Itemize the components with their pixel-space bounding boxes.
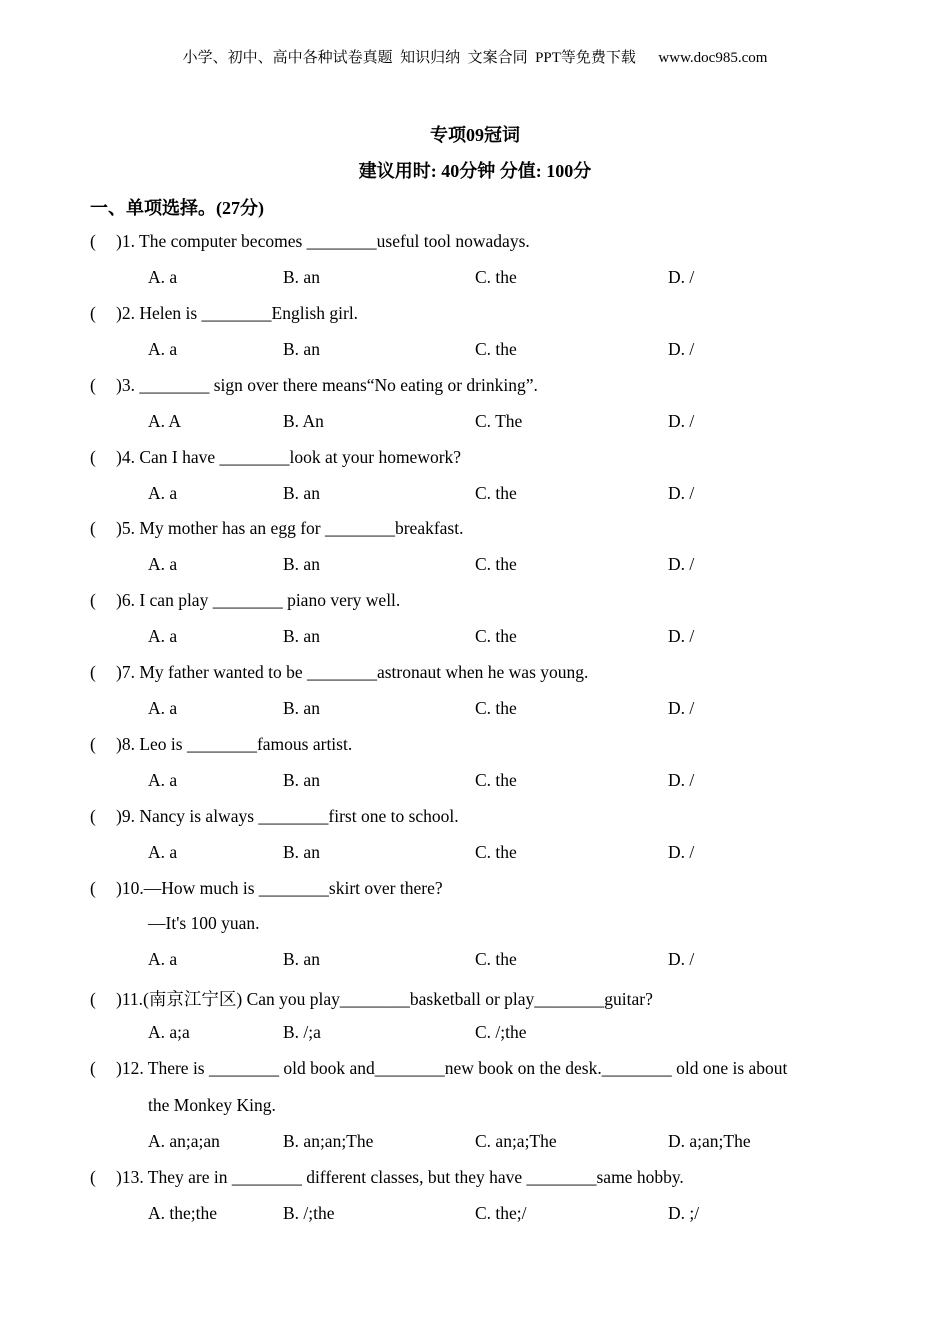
- option-b: B. /;a: [283, 1022, 321, 1042]
- question-6: [90, 590, 400, 611]
- question-text: )6. I can play ________ piano very well.: [116, 590, 401, 610]
- option-a: A. the;the: [148, 1203, 218, 1223]
- question-text: )11.(南京江宁区) Can you play________basketball or play________guitar?: [116, 989, 653, 1009]
- answer-blank: (: [90, 806, 96, 826]
- answer-blank: (: [90, 1167, 96, 1187]
- option-b: B. an: [283, 554, 320, 574]
- option-d: D. /: [668, 698, 695, 718]
- options-row: [148, 842, 868, 866]
- option-d: D. /: [668, 842, 695, 862]
- option-b: B. an: [283, 626, 320, 646]
- option-d: D. /: [668, 554, 695, 574]
- option-d: D. a;an;The: [668, 1131, 751, 1151]
- option-a: A. a: [148, 267, 178, 287]
- option-a: A. a: [148, 698, 178, 718]
- question-text: )13. They are in ________ different classes, but they have ________same hobby.: [116, 1167, 684, 1187]
- question-3: [90, 375, 538, 396]
- answer-blank: (: [90, 989, 96, 1009]
- options-row: [148, 1203, 868, 1227]
- question-text: )7. My father wanted to be ________astronaut when he was young.: [116, 662, 589, 682]
- question-10: [90, 878, 443, 899]
- question-text: )1. The computer becomes ________useful tool nowadays.: [116, 231, 530, 251]
- option-c: C. the: [475, 842, 517, 862]
- question-7: [90, 662, 588, 683]
- question-text: )9. Nancy is always ________first one to school.: [116, 806, 459, 826]
- option-a: A. a: [148, 842, 178, 862]
- options-row: [148, 267, 868, 291]
- option-a: A. a;a: [148, 1022, 190, 1042]
- answer-blank: (: [90, 1058, 96, 1078]
- option-c: C. the: [475, 554, 517, 574]
- option-b: B. An: [283, 411, 324, 431]
- options-row: [148, 1131, 868, 1155]
- question-2: [90, 303, 358, 324]
- options-row: [148, 626, 868, 650]
- section-heading: 一、单项选择。(27分): [90, 198, 264, 218]
- options-row: [148, 411, 868, 435]
- option-b: B. an: [283, 483, 320, 503]
- question-continuation: —It's 100 yuan.: [148, 913, 260, 933]
- option-b: B. an;an;The: [283, 1131, 374, 1151]
- option-c: C. The: [475, 411, 523, 431]
- option-c: C. /;the: [475, 1022, 527, 1042]
- answer-blank: (: [90, 303, 96, 323]
- question-13: [90, 1167, 684, 1188]
- question-text: )5. My mother has an egg for ________breakfast.: [116, 518, 464, 538]
- options-row: [148, 339, 868, 363]
- question-text: )10.—How much is ________skirt over there?: [116, 878, 443, 898]
- option-a: A. A: [148, 411, 182, 431]
- option-d: D. /: [668, 770, 695, 790]
- option-b: B. an: [283, 698, 320, 718]
- answer-blank: (: [90, 447, 96, 467]
- option-a: A. a: [148, 949, 178, 969]
- answer-blank: (: [90, 375, 96, 395]
- question-text: )4. Can I have ________look at your homework?: [116, 447, 462, 467]
- question-8: [90, 734, 352, 755]
- option-c: C. the: [475, 483, 517, 503]
- option-a: A. a: [148, 554, 178, 574]
- options-row: [148, 1022, 868, 1046]
- question-4: [90, 447, 461, 468]
- answer-blank: (: [90, 518, 96, 538]
- option-d: D. /: [668, 411, 695, 431]
- options-row: [148, 698, 868, 722]
- page-subtitle: 建议用时: 40分钟 分值: 100分: [358, 161, 592, 181]
- answer-blank: (: [90, 590, 96, 610]
- option-c: C. the: [475, 339, 517, 359]
- option-d: D. /: [668, 339, 695, 359]
- options-row: [148, 770, 868, 794]
- option-d: D. /: [668, 626, 695, 646]
- option-b: B. an: [283, 770, 320, 790]
- option-d: D. /: [668, 267, 695, 287]
- question-11: [90, 986, 653, 1011]
- option-d: D. /: [668, 483, 695, 503]
- question-text: )3. ________ sign over there means“No eating or drinking”.: [116, 375, 538, 395]
- answer-blank: (: [90, 662, 96, 682]
- options-row: [148, 949, 868, 973]
- option-a: A. a: [148, 339, 178, 359]
- answer-blank: (: [90, 878, 96, 898]
- question-text: )2. Helen is ________English girl.: [116, 303, 359, 323]
- options-row: [148, 483, 868, 507]
- option-d: D. /: [668, 949, 695, 969]
- option-a: A. a: [148, 770, 178, 790]
- option-a: A. a: [148, 626, 178, 646]
- page-title: 专项09冠词: [430, 125, 520, 145]
- option-c: C. the: [475, 267, 517, 287]
- option-c: C. an;a;The: [475, 1131, 557, 1151]
- question-1: [90, 231, 530, 252]
- question-text: )8. Leo is ________famous artist.: [116, 734, 353, 754]
- option-c: C. the;/: [475, 1203, 527, 1223]
- option-a: A. a: [148, 483, 178, 503]
- answer-blank: (: [90, 734, 96, 754]
- option-c: C. the: [475, 949, 517, 969]
- question-5: [90, 518, 463, 539]
- option-b: B. an: [283, 339, 320, 359]
- option-d: D. ;/: [668, 1203, 700, 1223]
- question-text: )12. There is ________ old book and________new book on the desk.________ old one is about: [116, 1058, 788, 1078]
- option-a: A. an;a;an: [148, 1131, 220, 1151]
- question-9: [90, 806, 459, 827]
- options-row: [148, 554, 868, 578]
- question-continuation: the Monkey King.: [148, 1095, 276, 1115]
- question-12: [90, 1058, 787, 1079]
- option-c: C. the: [475, 626, 517, 646]
- answer-blank: (: [90, 231, 96, 251]
- page-header: 小学、初中、高中各种试卷真题 知识归纳 文案合同 PPT等免费下载 www.doc985.com: [182, 50, 768, 66]
- option-c: C. the: [475, 770, 517, 790]
- option-b: B. an: [283, 267, 320, 287]
- option-b: B. an: [283, 842, 320, 862]
- option-b: B. an: [283, 949, 320, 969]
- option-b: B. /;the: [283, 1203, 335, 1223]
- option-c: C. the: [475, 698, 517, 718]
